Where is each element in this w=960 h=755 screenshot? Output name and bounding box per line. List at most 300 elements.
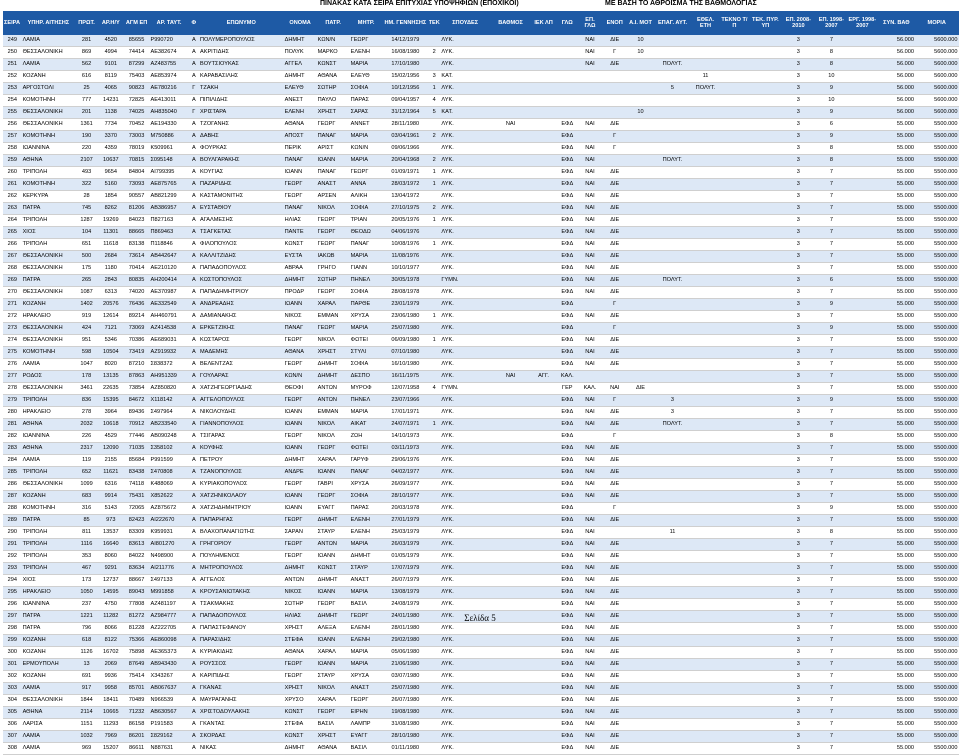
table-cell [692, 287, 719, 299]
table-cell: ΕΥΣΤΑΘΙΟΥ [199, 203, 284, 215]
table-cell: ΑΒ821299 [149, 191, 188, 203]
column-header: ΕΘΕΛ. ΕΤΗ [692, 11, 719, 35]
table-cell: 3 [781, 179, 816, 191]
table-cell: 294 [3, 575, 22, 587]
table-cell: ΔΙΕ [601, 623, 628, 635]
table-cell: 8060 [98, 551, 124, 563]
table-cell: ΝΑΙ [579, 575, 602, 587]
table-cell: 3964 [98, 407, 124, 419]
table-cell: 9 [816, 107, 847, 119]
table-cell: ΔΙΕ [601, 719, 628, 731]
table-cell: ΚΩΝ/Ν [350, 143, 383, 155]
table-cell: 296 [3, 599, 22, 611]
table-cell: 7 [816, 347, 847, 359]
table-cell [628, 515, 653, 527]
table-cell [628, 167, 653, 179]
table-cell: ΝΑΙ [579, 263, 602, 275]
table-cell: 55.000 [878, 671, 915, 683]
table-cell [692, 119, 719, 131]
table-cell: 55.000 [878, 419, 915, 431]
table-cell [490, 479, 531, 491]
table-cell: 5500.000 [915, 179, 959, 191]
table-cell: ΛΥΚ. [440, 527, 490, 539]
table-cell: 87210 [124, 359, 150, 371]
table-cell: 5500.000 [915, 275, 959, 287]
table-cell: ΕΦΔ [556, 131, 579, 143]
table-cell: 3 [781, 647, 816, 659]
table-cell [428, 467, 440, 479]
table-cell: ΝΑΙ [579, 479, 602, 491]
table-cell [531, 527, 556, 539]
table-cell: 19/08/1980 [383, 707, 428, 719]
table-cell: Ν966539 [149, 695, 188, 707]
table-cell: 83438 [124, 467, 150, 479]
table-cell: ΑΒ090248 [149, 431, 188, 443]
table-cell [428, 599, 440, 611]
table-cell: ΝΑΙ [579, 335, 602, 347]
table-cell [531, 203, 556, 215]
table-cell: ΔΗΜΗΤ [317, 575, 350, 587]
table-cell [628, 431, 653, 443]
table-cell: 3 [781, 407, 816, 419]
table-cell: ΚΑΡΙΠΙΔΗΣ [199, 671, 284, 683]
table-cell: ΛΥΚ. [440, 191, 490, 203]
table-cell: ΚΑΤ. [440, 107, 490, 119]
table-cell: ΓΕΩΡΓ [284, 659, 317, 671]
table-cell: 55.000 [878, 323, 915, 335]
table-cell: 316 [75, 503, 98, 515]
document-subtitle: ΜΕ ΒΑΣΗ ΤΟ ΑΘΡΟΙΣΜΑ ΤΗΣ ΒΑΘΜΟΛΟΓΙΑΣ [605, 0, 757, 7]
table-cell: 73854 [124, 383, 150, 395]
table-cell [719, 95, 750, 107]
table-cell: 7 [816, 575, 847, 587]
table-cell: 285 [3, 467, 22, 479]
table-cell: ΝΙΚΟΛ [317, 683, 350, 695]
table-cell: 7 [816, 239, 847, 251]
table-cell: ΠΑΡΑΣ [350, 95, 383, 107]
table-cell: ΘΕΣΣΑΛΟΝΙΚΗ [22, 323, 76, 335]
table-cell: 1402 [75, 299, 98, 311]
table-cell: ΧΑΤΖΗΔΗΜΗΤΡΙΟΥ [199, 503, 284, 515]
table-cell: ΡΟΥΣΣΟΣ [199, 659, 284, 671]
table-cell [750, 311, 781, 323]
table-cell: 1138 [98, 107, 124, 119]
table-cell [490, 563, 531, 575]
table-cell [531, 683, 556, 695]
table-cell: ΕΦΔ [556, 587, 579, 599]
table-cell [653, 479, 692, 491]
table-cell [847, 395, 878, 407]
table-cell [628, 179, 653, 191]
table-cell [531, 263, 556, 275]
table-cell: 55.000 [878, 347, 915, 359]
table-cell: ΘΕΣΣΑΛΟΝΙΚΗ [22, 263, 76, 275]
table-cell: ΕΦΔ [556, 431, 579, 443]
table-cell [628, 131, 653, 143]
table-cell [601, 371, 628, 383]
table-cell: ΛΥΚ. [440, 743, 490, 755]
table-cell [490, 263, 531, 275]
table-cell: ΛΥΚ. [440, 719, 490, 731]
table-cell [847, 371, 878, 383]
table-cell: 259 [3, 155, 22, 167]
table-cell [692, 167, 719, 179]
table-cell: 5500.000 [915, 539, 959, 551]
column-header: Α.Ι. ΜΟΤ [628, 11, 653, 35]
table-cell: 7 [816, 743, 847, 755]
table-row [3, 551, 959, 563]
table-cell: 261 [3, 179, 22, 191]
table-cell [531, 647, 556, 659]
table-cell: ΛΥΚ. [440, 419, 490, 431]
table-cell [490, 491, 531, 503]
table-cell: ΠΗΝΕΛ [350, 275, 383, 287]
table-cell: 88665 [124, 227, 150, 239]
table-cell [490, 287, 531, 299]
table-cell: 72825 [124, 95, 150, 107]
table-cell: 836 [75, 395, 98, 407]
table-cell: ΑΙ799395 [149, 167, 188, 179]
table-row [3, 71, 959, 83]
table-cell: ΔΙΕ [601, 575, 628, 587]
table-cell [628, 623, 653, 635]
table-cell: ΒΛΑΧΟΠΑΝΑΓΙΩΤΗΣ [199, 527, 284, 539]
table-cell: 3 [781, 527, 816, 539]
table-cell [847, 95, 878, 107]
table-cell: 70489 [124, 695, 150, 707]
table-cell: 23/06/1980 [383, 311, 428, 323]
table-cell [719, 719, 750, 731]
table-cell: ΛΑΜΙΑ [22, 731, 76, 743]
table-cell: ΔΙΕ [601, 731, 628, 743]
table-cell [531, 47, 556, 59]
table-cell [531, 239, 556, 251]
table-cell: 257 [3, 131, 22, 143]
table-cell: 7 [816, 371, 847, 383]
table-cell: 55.000 [878, 575, 915, 587]
table-cell: ΙΩΑΝΝ [317, 551, 350, 563]
table-cell: 2 [428, 203, 440, 215]
table-cell: 5500.000 [915, 659, 959, 671]
table-cell [750, 551, 781, 563]
table-cell [719, 191, 750, 203]
table-cell: 1 [428, 419, 440, 431]
table-cell: 78019 [124, 143, 150, 155]
table-cell: 20576 [98, 299, 124, 311]
table-cell: Α [189, 503, 199, 515]
table-cell: Α [189, 59, 199, 71]
table-cell: ΧΑΤΖΗΓΕΩΡΓΙΑΔΗΣ [199, 383, 284, 395]
table-cell [628, 575, 653, 587]
table-cell [579, 299, 602, 311]
table-row [3, 119, 959, 131]
table-cell: Α [189, 635, 199, 647]
table-cell: ΕΛΕΝΗ [350, 623, 383, 635]
table-cell [653, 167, 692, 179]
table-cell [628, 539, 653, 551]
column-header: ΣΠΟΥΔΕΣ [440, 11, 490, 35]
table-cell: 2 [428, 155, 440, 167]
table-cell: ΙΩΑΝΝ [317, 659, 350, 671]
table-cell [847, 431, 878, 443]
table-cell: ΔΙΕ [601, 695, 628, 707]
table-cell [847, 551, 878, 563]
table-cell: 90557 [124, 191, 150, 203]
table-cell [653, 575, 692, 587]
table-cell [531, 467, 556, 479]
table-cell: 295 [3, 587, 22, 599]
table-cell [692, 635, 719, 647]
table-cell: 7 [816, 683, 847, 695]
table-cell: ΙΩΑΝΝ [284, 299, 317, 311]
table-cell: ΝΑΙ [579, 707, 602, 719]
table-cell [490, 275, 531, 287]
table-cell: 13 [75, 659, 98, 671]
table-cell: 3370 [98, 131, 124, 143]
table-cell [847, 275, 878, 287]
table-cell: ΤΡΙΠΟΛΗ [22, 215, 76, 227]
table-cell: 175 [75, 263, 98, 275]
table-cell [847, 515, 878, 527]
table-cell: ΕΦΔ [556, 683, 579, 695]
table-cell: ΤΣΙΓΑΡΑΣ [199, 431, 284, 443]
table-cell: 7 [816, 491, 847, 503]
table-cell: 3 [781, 611, 816, 623]
table-cell: Α [189, 695, 199, 707]
table-cell: ΝΑΙ [579, 47, 602, 59]
table-cell: Α [189, 215, 199, 227]
table-cell: ΛΑΜΙΑ [22, 59, 76, 71]
table-cell [531, 95, 556, 107]
table-cell [692, 299, 719, 311]
table-cell: ΛΥΚ. [440, 47, 490, 59]
table-cell: ΔΙΕ [601, 455, 628, 467]
table-cell: 271 [3, 299, 22, 311]
table-cell [531, 515, 556, 527]
table-cell: ΝΑΙ [490, 371, 531, 383]
table-cell [692, 527, 719, 539]
table-cell [490, 395, 531, 407]
table-cell: ΑΝΑΣΤ [317, 179, 350, 191]
table-cell: ΘΕΣΣΑΛΟΝΙΚΗ [22, 107, 76, 119]
table-cell [750, 119, 781, 131]
table-cell: Α [189, 563, 199, 575]
table-cell: ΕΦΔ [556, 467, 579, 479]
table-cell: ΝΑΙ [579, 167, 602, 179]
table-cell [428, 431, 440, 443]
table-cell: 301 [3, 659, 22, 671]
table-cell: 917 [75, 683, 98, 695]
table-cell: 7 [816, 251, 847, 263]
table-cell: 290 [3, 527, 22, 539]
table-cell: Σ838372 [149, 359, 188, 371]
table-cell [628, 371, 653, 383]
table-cell: ΠΑΝΑΓ [284, 203, 317, 215]
table-cell: ΝΑΙ [579, 527, 602, 539]
table-cell: ΤΡΙΑΝ [350, 215, 383, 227]
table-cell: 81272 [124, 611, 150, 623]
table-cell: 55.000 [878, 563, 915, 575]
table-cell: ΑΘΑΝΑ [317, 743, 350, 755]
table-cell: Α [189, 311, 199, 323]
table-cell: ΔΙΕ [601, 647, 628, 659]
table-cell: ΑΘΑΝΑ [284, 119, 317, 131]
table-cell [490, 155, 531, 167]
table-cell: ΑΗ835040 [149, 107, 188, 119]
table-cell: 5500.000 [915, 647, 959, 659]
table-cell: 4359 [98, 143, 124, 155]
table-cell [719, 635, 750, 647]
table-cell: ΠΕΤΡΟΥ [199, 455, 284, 467]
table-cell [556, 35, 579, 47]
table-row [3, 431, 959, 443]
table-cell [750, 287, 781, 299]
table-cell [847, 659, 878, 671]
table-row [3, 47, 959, 59]
table-cell: 260 [3, 167, 22, 179]
table-cell: ΕΦΔ [556, 311, 579, 323]
table-cell [628, 659, 653, 671]
table-cell: ΣΤΥΛΙ [350, 347, 383, 359]
table-cell [692, 623, 719, 635]
table-cell: ΤΣΑΓΚΕΤΑΣ [199, 227, 284, 239]
table-cell: ΑΕ875765 [149, 179, 188, 191]
table-cell: ΛΥΚ. [440, 707, 490, 719]
table-cell [847, 695, 878, 707]
table-cell: 7 [816, 335, 847, 347]
table-cell [750, 227, 781, 239]
table-cell: ΓΕΩΡΓ [317, 119, 350, 131]
table-cell: 869 [75, 47, 98, 59]
table-row [3, 527, 959, 539]
table-cell: 284 [3, 455, 22, 467]
table-cell [750, 107, 781, 119]
table-cell [692, 599, 719, 611]
table-cell [653, 119, 692, 131]
table-cell: 75366 [124, 635, 150, 647]
table-cell [653, 587, 692, 599]
table-cell: 20/03/1978 [383, 503, 428, 515]
table-cell [719, 371, 750, 383]
table-cell: 2684 [98, 251, 124, 263]
table-cell: 4065 [98, 83, 124, 95]
table-cell [490, 623, 531, 635]
table-row [3, 479, 959, 491]
table-cell: 55.000 [878, 707, 915, 719]
table-cell: ΔΗΜΗΤ [284, 455, 317, 467]
table-cell: ΠΑΝΑΓ [350, 467, 383, 479]
table-cell: 278 [3, 383, 22, 395]
table-cell [428, 191, 440, 203]
table-cell [692, 203, 719, 215]
table-cell [531, 419, 556, 431]
table-cell [428, 563, 440, 575]
table-cell: 1 [428, 215, 440, 227]
document-title: ΠΙΝΑΚΑΣ ΚΑΤΑ ΣΕΙΡΑ ΕΠΙΤΥΧΙΑΣ ΥΠΟΨΗΦΙΩΝ (ΕΠΟΧΙΚΟΙ) [320, 0, 519, 7]
table-cell: ΝΙΚΟΛ [317, 431, 350, 443]
table-cell: ΘΕΣΣΑΛΟΝΙΚΗ [22, 119, 76, 131]
table-cell [653, 263, 692, 275]
table-cell: 298 [3, 623, 22, 635]
table-cell [428, 635, 440, 647]
table-cell: Α [189, 431, 199, 443]
table-cell: ΘΕΟΔΩ [350, 227, 383, 239]
table-cell: ΜΗΤΡΟΠΟΥΛΟΣ [199, 563, 284, 575]
table-cell: 06/09/1980 [383, 335, 428, 347]
table-cell [719, 83, 750, 95]
table-cell [653, 47, 692, 59]
table-cell: 12737 [98, 575, 124, 587]
table-row [3, 635, 959, 647]
table-cell: 55.000 [878, 383, 915, 395]
table-cell: 5143 [98, 503, 124, 515]
table-cell: ΛΥΚ. [440, 371, 490, 383]
table-cell: ΛΥΚ. [440, 611, 490, 623]
table-cell: ΝΑΙ [579, 347, 602, 359]
table-cell [628, 503, 653, 515]
table-cell [490, 455, 531, 467]
table-cell: 17/10/1980 [383, 59, 428, 71]
table-cell: 55.000 [878, 407, 915, 419]
table-cell: ΘΕΣΣΑΛΟΝΙΚΗ [22, 47, 76, 59]
table-cell: 263 [3, 203, 22, 215]
table-cell: 13/04/1972 [383, 191, 428, 203]
table-cell: Α [189, 527, 199, 539]
table-cell: 8262 [98, 203, 124, 215]
table-cell: ΗΡΑΚΛΕΙΟ [22, 587, 76, 599]
table-cell: 3 [781, 239, 816, 251]
table-cell: ΛΥΚ. [440, 515, 490, 527]
table-cell [490, 731, 531, 743]
table-cell: 562 [75, 59, 98, 71]
table-cell: 9958 [98, 683, 124, 695]
table-cell: ΔΙΕ [601, 275, 628, 287]
table-cell [750, 479, 781, 491]
table-cell: 7 [816, 611, 847, 623]
table-cell: ΚΕΡΚΥΡΑ [22, 191, 76, 203]
table-cell: 89214 [124, 311, 150, 323]
table-cell [428, 683, 440, 695]
table-cell: ΑΕ365373 [149, 647, 188, 659]
page-number: Σελίδα 5 [464, 613, 496, 623]
table-cell: 7 [816, 227, 847, 239]
table-cell: Γ [601, 323, 628, 335]
table-cell [490, 503, 531, 515]
table-cell [847, 71, 878, 83]
table-cell: ΛΑΜΙΑ [22, 455, 76, 467]
table-cell: Α [189, 119, 199, 131]
table-cell [653, 431, 692, 443]
table-cell: ΙΩΑΝΝ [284, 491, 317, 503]
table-cell [653, 35, 692, 47]
table-cell: 3 [781, 299, 816, 311]
table-cell: 3 [781, 167, 816, 179]
table-row [3, 707, 959, 719]
table-cell: ΓΕΩΡΓ [284, 671, 317, 683]
table-cell: 7969 [98, 731, 124, 743]
table-cell: 7 [816, 563, 847, 575]
table-cell: 5500.000 [915, 131, 959, 143]
table-row [3, 671, 959, 683]
table-row [3, 575, 959, 587]
table-cell [628, 59, 653, 71]
table-cell: ΚΟΖΑΝΗ [22, 71, 76, 83]
table-cell: ΑΒ386957 [149, 203, 188, 215]
table-cell: 777 [75, 95, 98, 107]
table-cell [719, 227, 750, 239]
table-cell: ΝΙΚΟΣ [284, 587, 317, 599]
table-cell: 3 [781, 347, 816, 359]
